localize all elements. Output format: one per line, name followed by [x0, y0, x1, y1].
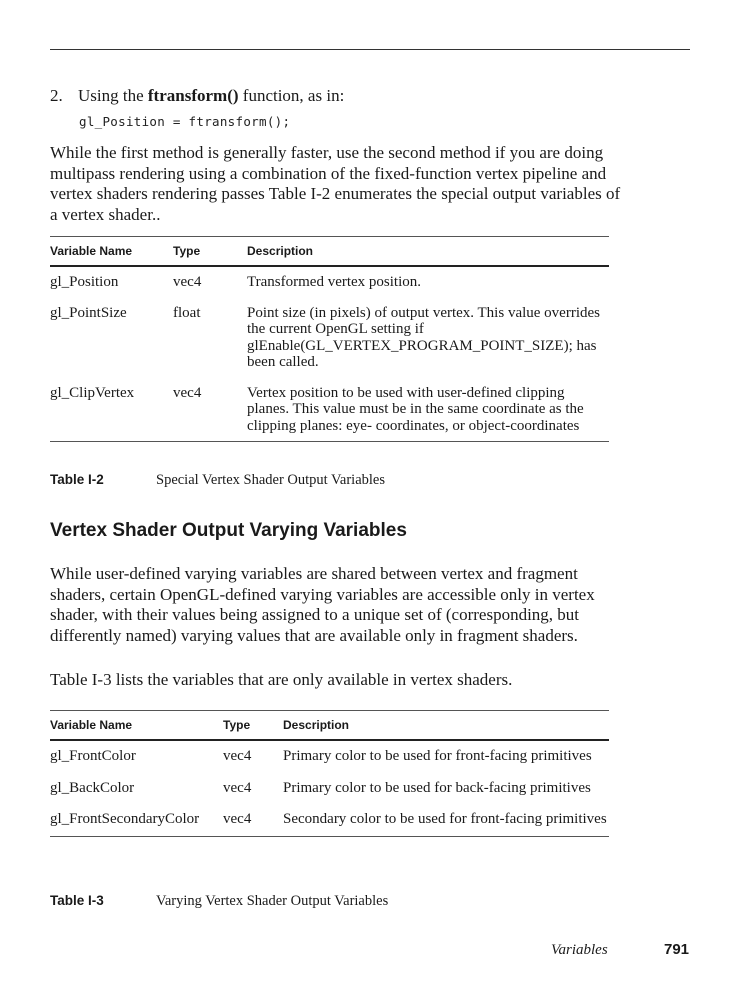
list-item-2	[50, 86, 344, 106]
code-sample: gl_Position = ftransform();	[79, 114, 291, 129]
caption-text: Varying Vertex Shader Output Variables	[156, 893, 389, 909]
header-variable-name: Variable Name	[50, 718, 133, 732]
header-type: Type	[173, 244, 201, 258]
list-text-after: function, as in:	[238, 86, 345, 105]
caption-label: Table I-3	[50, 893, 104, 908]
cell-type: vec4	[173, 274, 202, 290]
caption-label: Table I-2	[50, 472, 104, 487]
page-number: 791	[664, 941, 690, 958]
function-name: ftransform()	[147, 86, 239, 105]
table-caption-i2	[50, 472, 385, 489]
cell-description: Point size (in pixels) of output vertex. This value overrides the current OpenGL setting if glEnable(GL_VERTEX_PROGRAM_POINT_SIZE); has been called.	[247, 304, 600, 370]
cell-variable: gl_ClipVertex	[50, 384, 135, 401]
caption-text: Special Vertex Shader Output Variables	[156, 472, 385, 488]
cell-description: Secondary color to be used for front-facing primitives	[283, 811, 607, 827]
cell-description: Primary color to be used for front-facing primitives	[283, 748, 592, 764]
header-variable-name: Variable Name	[50, 244, 133, 258]
cell-type: vec4	[173, 384, 202, 401]
paragraph-intro: While the first method is generally faster, use the second method if you are doing multipass rendering using a combination of the fixed-function vertex pipeline and vertex shaders rendering passes Table I-2 enumerates the special output variables of a vertex shader..	[50, 143, 621, 224]
cell-variable: gl_PointSize	[50, 304, 127, 321]
header-rule	[50, 49, 690, 50]
cell-variable: gl_FrontSecondaryColor	[50, 811, 200, 827]
table-header-row	[50, 711, 609, 741]
cell-type: vec4	[223, 779, 252, 796]
table-caption-i3	[50, 893, 388, 910]
list-number: 2.	[50, 86, 63, 105]
table-row	[50, 378, 609, 442]
table-special-output	[50, 236, 609, 442]
table-row	[50, 266, 609, 298]
table-row	[50, 804, 609, 836]
cell-type: vec4	[223, 811, 252, 827]
cell-type: float	[173, 304, 201, 321]
table-row	[50, 740, 609, 773]
cell-description: Vertex position to be used with user-defined clipping planes. This value must be in the same coordinate as the clipping planes: eye- coordinates, or object-coordinates	[247, 384, 584, 434]
section-heading: Vertex Shader Output Varying Variables	[50, 520, 407, 541]
cell-variable: gl_Position	[50, 274, 119, 290]
cell-description: Transformed vertex position.	[247, 274, 422, 290]
cell-variable: gl_BackColor	[50, 779, 135, 796]
list-text-before: Using the	[78, 86, 148, 105]
header-description: Description	[247, 244, 314, 258]
paragraph-table-ref: Table I-3 lists the variables that are only available in vertex shaders.	[50, 670, 513, 689]
cell-variable: gl_FrontColor	[50, 748, 136, 764]
cell-type: vec4	[223, 748, 252, 764]
header-type: Type	[223, 718, 251, 732]
table-row	[50, 773, 609, 805]
cell-description: Primary color to be used for back-facing primitives	[283, 779, 591, 796]
header-description: Description	[283, 718, 350, 732]
paragraph-varying: While user-defined varying variables are shared between vertex and fragment shaders, certain OpenGL-defined varying variables are accessible only in vertex shader, with their values being assigned to a unique set of (corresponding, but differently named) varying values that are available only in fragment shaders.	[50, 564, 595, 645]
table-row	[50, 298, 609, 378]
table-header-row	[50, 237, 609, 267]
footer-chapter-title: Variables	[551, 942, 608, 958]
table-varying-output	[50, 710, 609, 837]
